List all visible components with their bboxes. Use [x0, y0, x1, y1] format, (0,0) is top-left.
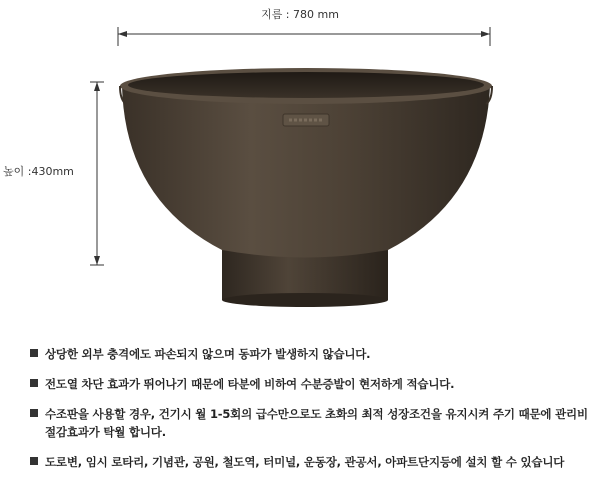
feature-item: [30, 345, 590, 363]
feature-item: [30, 405, 590, 441]
square-bullet-icon: [30, 409, 38, 417]
feature-text: 상당한 외부 충격에도 파손되지 않으며 동파가 발생하지 않습니다.: [45, 347, 371, 361]
square-bullet-icon: [30, 379, 38, 387]
arrow-up-icon: [94, 82, 100, 91]
feature-item: [30, 453, 590, 471]
height-dimension-line: [90, 82, 104, 265]
feature-text: 도로변, 임시 로타리, 기념관, 공원, 철도역, 터미널, 운동장, 관공서, 아파트단지등에 설치 할 수 있습니다: [45, 455, 565, 469]
arrow-right-icon: [481, 31, 490, 37]
square-bullet-icon: [30, 349, 38, 357]
width-dimension-line: [118, 27, 490, 46]
feature-text: 수조판을 사용할 경우, 건기시 월 1-5회의 급수만으로도 초화의 최적 성장조건을 유지시켜 주기 때문에 관리비 절감효과가 탁월 합니다.: [45, 407, 588, 439]
square-bullet-icon: [30, 457, 38, 465]
arrow-down-icon: [94, 256, 100, 265]
feature-text: 전도열 차단 효과가 뛰어나기 때문에 타분에 비하여 수분증발이 현저하게 적습니다.: [45, 377, 455, 391]
arrow-left-icon: [118, 31, 127, 37]
width-dimension-label: 지름 : 780 mm: [261, 8, 339, 21]
pot-rim: [120, 68, 492, 104]
pot-body: [122, 86, 490, 258]
brand-plate: [283, 114, 329, 126]
height-dimension-label: 높이 :430mm: [3, 165, 74, 178]
feature-item: [30, 375, 590, 393]
